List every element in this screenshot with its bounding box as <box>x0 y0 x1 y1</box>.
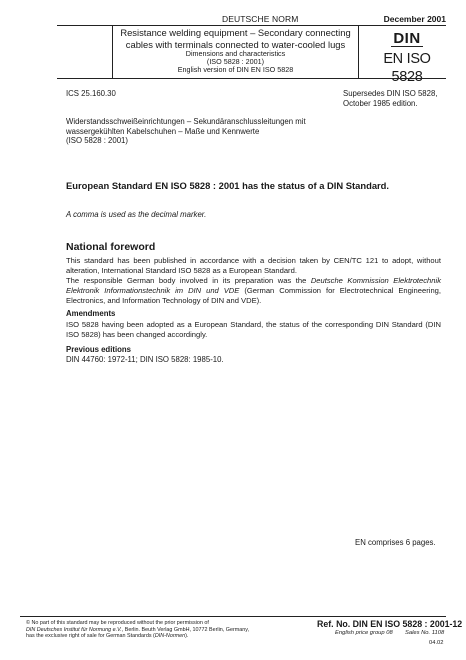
title-divider <box>57 78 446 79</box>
copyright-line-3-end: ). <box>185 633 189 640</box>
copyright-line-3: has the exclusive right of sale for German Standards ( <box>26 633 155 640</box>
copyright-line-1: © No part of this standard may be reproduced without the prior permission of <box>26 620 209 626</box>
din-logo: DIN <box>393 30 421 47</box>
german-title-line-2: wassergekühlten Kabelschuhen – Maße und Kennwerte <box>66 126 260 136</box>
reference-number: Ref. No. DIN EN ISO 5828 : 2001-12 <box>317 619 463 629</box>
copyright-line-2: , Berlin. Beuth Verlag GmbH, 10772 Berlin, Germany, <box>121 626 250 633</box>
decimal-marker-note: A comma is used as the decimal marker. <box>66 210 207 219</box>
foreword-p2-text-b: (German Commission for Electrotechnical Engineering, Electronics, and Information Technology of DIN and VDE). <box>66 285 441 305</box>
supersedes-note <box>343 89 437 108</box>
foreword-paragraph-1: This standard has been published in accordance with a decision taken by CEN/TC 121 to adopt, without alteration, International Standard ISO 5828 as a European Standard. <box>66 256 441 275</box>
english-version-note: English version of DIN EN ISO 5828 <box>177 65 294 74</box>
page-count-note: EN comprises 6 pages. <box>355 538 436 547</box>
price-group: English price group 08 <box>335 630 393 636</box>
previous-editions-heading: Previous editions <box>66 345 131 354</box>
supersedes-line-2: October 1985 edition. <box>343 98 418 108</box>
din-institute-name: DIN Deutsches Institut für Normung e.V. <box>26 626 122 633</box>
german-title-line-3: (ISO 5828 : 2001) <box>66 136 128 145</box>
german-title <box>66 117 366 146</box>
sales-number: Sales No. 1108 <box>405 630 445 636</box>
iso-reference: (ISO 5828 : 2001) <box>206 57 265 66</box>
footer-divider <box>20 616 446 617</box>
standard-number: EN ISO 5828 <box>383 51 431 85</box>
commission-name: Deutsche Kommission Elektrotechnik Elektronik Informationstechnik im DIN und VDE <box>66 276 441 295</box>
english-title-line-2: cables with terminals connected to water-cooled lugs <box>125 39 346 50</box>
publication-date: December 2001 <box>383 14 446 24</box>
foreword-paragraph-2 <box>66 276 441 305</box>
status-statement: European Standard EN ISO 5828 : 2001 has the status of a DIN Standard. <box>66 180 390 191</box>
national-foreword-heading: National foreword <box>66 241 156 253</box>
previous-editions-text: DIN 44760: 1972-11; DIN ISO 5828: 1985-10. <box>66 355 224 364</box>
supersedes-line-1: Supersedes DIN ISO 5828, <box>343 89 438 98</box>
german-title-line-1: Widerstandsschweißeinrichtungen – Sekundäranschlussleitungen mit <box>66 117 306 126</box>
title-block <box>112 26 359 78</box>
standard-type-header: DEUTSCHE NORM <box>222 14 299 24</box>
print-code: 04.02 <box>429 640 444 646</box>
amendments-heading: Amendments <box>66 309 116 318</box>
subtitle: Dimensions and characteristics <box>185 49 286 58</box>
din-normen: DIN-Normen <box>154 633 186 640</box>
english-title-line-1: Resistance welding equipment – Secondary connecting <box>120 27 351 38</box>
amendments-text: ISO 5828 having been adopted as a European Standard, the status of the corresponding DIN Standard (DIN ISO 5828) has been changed accordingly. <box>66 320 441 339</box>
copyright-notice <box>26 620 311 640</box>
foreword-p2-text-a: The responsible German body involved in its preparation was the <box>66 276 311 285</box>
ics-code: ICS 25.160.30 <box>66 89 116 98</box>
